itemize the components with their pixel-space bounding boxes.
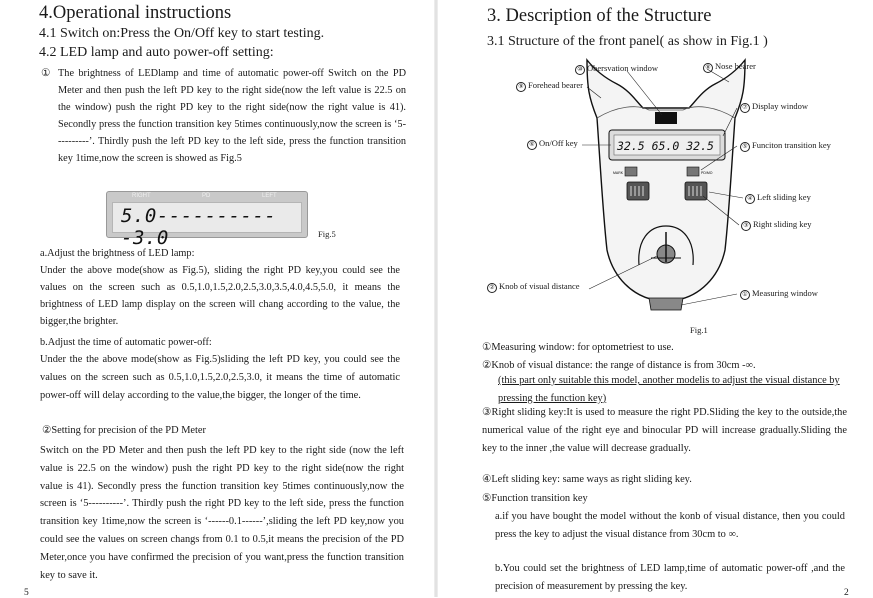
section-4-1: 4.1 Switch on:Press the On/Off key to start testing. (39, 26, 325, 41)
item-2-text: Switch on the PD Meter and then push the left PD key to the right side (now the left value is 22.5 on the window) push the right PD key to the right side(now the right value is 41). Secondly press the function transition key 5times continuously,now the screen is ‘5----------’. Thirdly push the right PD key to the left side, press the function transition key 1time,now the screen is ‘------0.1------’,sliding the left PD key,now you could see the values on screen changs from 0.1 to 0.5,it means the precision of the PD Meter,once you have confirmed the precision of you want,press the function transition key to save it. (40, 445, 404, 581)
item-1-marker: ① (41, 68, 51, 79)
lcd-label-pd: PD (202, 193, 211, 199)
label-measuring: ① Measuring window (740, 288, 818, 300)
function-a-text: a.if you have bought the model without the konb of visual distance, then you could press the key to adjust the visual distance from 30cm to ∞. (495, 511, 845, 540)
fig1-display-values: 32.5 65.0 32.5 (617, 139, 714, 153)
left-page-number: 5 (24, 588, 29, 598)
b-text: Under the the above mode(show as Fig.5)sliding the left PD key, you could see the values on the screen such as 0.5,1.0,1.5,2.0,2.5,3.0, it means the time of automatic power-off will delay according to the value,the bigger, the longer of the time. (40, 354, 400, 401)
label-knob: ② Knob of visual distance (487, 281, 580, 293)
a-title: a.Adjust the brightness of LED lamp: (40, 248, 195, 259)
item-2-heading (42, 422, 206, 440)
fig1-caption: Fig.1 (690, 325, 708, 335)
list-item-2: ②Knob of visual distance: the range of distance is from 30cm -∞. (482, 360, 756, 371)
function-b-text: b.You could set the brightness of LED lamp,time of automatic power-off ,and the precision of measurement by pressing the key. (495, 563, 845, 592)
label-left-slide: ④ Left sliding key (745, 192, 811, 204)
item-2-marker: ② (42, 425, 52, 436)
fig5-lcd (106, 191, 308, 249)
label-right-slide: ③ Right sliding key (741, 219, 812, 231)
item-1-text: The brightness of LEDlamp and time of automatic power-off Switch on the PD Meter and then push the left PD key to the right side(now the left value is 22.5 on the window) push the right PD key to the right side(now the right value is 41). Secondly press the function transition key 5times continuously,now the screen is ‘5----------’. Thirdly push the left PD key to the left side, press the function transition key 1time,now the screen is showed as Fig.5 (58, 68, 406, 164)
right-page-number: 2 (844, 588, 849, 598)
lcd-label-right: RIGHT (132, 193, 151, 199)
fig1-left-slider (627, 182, 649, 200)
fig1-mark-button (625, 167, 637, 176)
list-item-4: ④Left sliding key: same ways as right sliding key. (482, 474, 692, 485)
fig1-mark-label: MARK (613, 171, 624, 175)
label-onoff: ⑥ On/Off key (527, 138, 578, 150)
fig1-right-slider (685, 182, 707, 200)
section-3-1: 3.1 Structure of the front panel( as show in Fig.1 ) (487, 34, 768, 49)
lcd-screen (112, 202, 302, 249)
fig1-function-button (687, 167, 699, 176)
list-item-2-note: (this part only suitable this model, another modelis to adjust the visual distance by pressing the function key) (498, 375, 840, 404)
label-forehead: ⑨ Forehead bearer (516, 80, 583, 92)
section-3-title: 3. Description of the Structure (487, 6, 712, 26)
b-title: b.Adjust the time of automatic power-off: (40, 337, 212, 348)
label-nose: ⑧ Nose bearer (703, 61, 756, 73)
fig1-pdmo-label: PD/MO (701, 171, 713, 175)
lcd-label-left: LEFT (262, 193, 277, 199)
lcd-screen-text: 5.0-----------3.0 (121, 205, 277, 249)
label-observation: ⑩ Obersvation window (575, 63, 658, 75)
section-4-title: 4.Operational instructions (39, 3, 232, 23)
list-item-3: ③Right sliding key:It is used to measure the right PD.Sliding the key to the outside,the numerical value of the right eye and binocular PD will increase gradually.Sliding the key to the inner ,the value will decrease gradually. (482, 407, 847, 454)
label-display: ⑦ Display window (740, 101, 808, 113)
right-page (437, 0, 873, 597)
section-4-2: 4.2 LED lamp and auto power-off setting: (39, 45, 274, 60)
a-text: Under the above mode(show as Fig.5), sliding the right PD key,you could see the values on the screen such as 0.5,1.0,1.5,2.0,2.5,3.0,3.5,4.0,4.5,5.0, it means the brightness of LED lamp display on the screen will chang according to the value, the bigger,the brighter. (40, 265, 400, 327)
label-function: ⑤ Funciton transition key (740, 140, 831, 152)
item-2-title: Setting for precision of the PD Meter (51, 425, 207, 436)
fig5-caption: Fig.5 (318, 229, 336, 239)
left-page (0, 0, 436, 597)
list-item-5: ⑤Function transition key (482, 493, 588, 504)
list-item-1: ①Measuring window: for optometriest to use. (482, 342, 674, 353)
